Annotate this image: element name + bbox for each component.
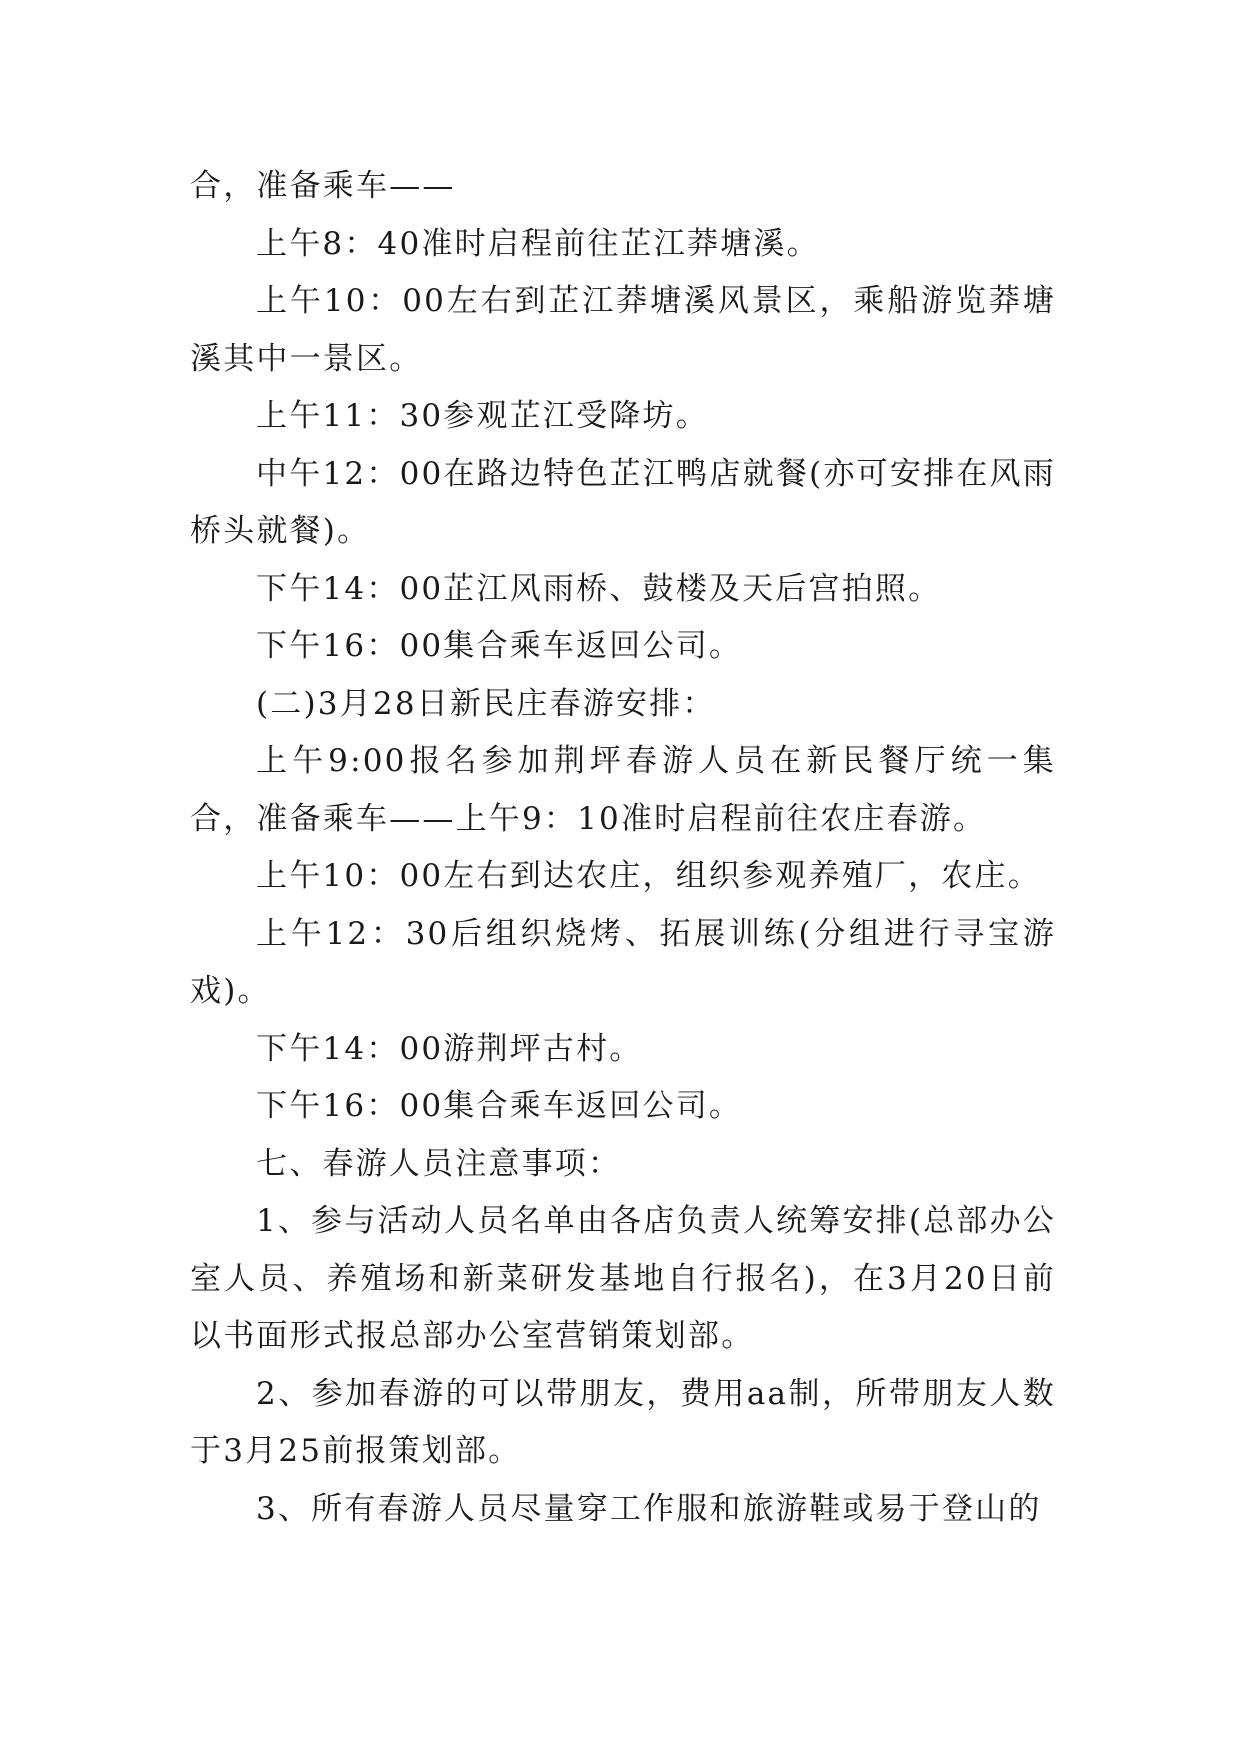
paragraph-12: 下午14：00游荆坪古村。 (256, 1030, 643, 1067)
paragraph-5: 中午12：00在路边特色芷江鸭店就餐(亦可安排在风雨桥头就餐)。 (190, 455, 1056, 549)
paragraph-11: 上午12：30后组织烧烤、拓展训练(分组进行寻宝游戏)。 (190, 915, 1056, 1009)
paragraph-7: 下午16：00集合乘车返回公司。 (256, 628, 743, 664)
paragraph-15: 1、参与活动人员名单由各店负责人统筹安排(总部办公室人员、养殖场和新菜研发基地自行报名)，在3月20日前以书面形式报总部办公室营销策划部。 (190, 1203, 1056, 1354)
paragraph-1: 合，准备乘车—— (190, 168, 456, 204)
paragraph-10: 上午10：00左右到达农庄，组织参观养殖厂，农庄。 (256, 858, 1041, 894)
paragraph-8: (二)3月28日新民庄春游安排： (256, 685, 716, 722)
paragraph-16: 2、参加春游的可以带朋友，费用aa制，所带朋友人数于3月25前报策划部。 (190, 1375, 1056, 1469)
paragraph-4: 上午11：30参观芷江受降坊。 (256, 398, 709, 434)
paragraph-13: 下午16：00集合乘车返回公司。 (256, 1088, 743, 1124)
paragraph-17: 3、所有春游人员尽量穿工作服和旅游鞋或易于登山的 (256, 1490, 1042, 1527)
paragraph-2: 上午8：40准时启程前往芷江莽塘溪。 (256, 225, 820, 262)
paragraph-9: 上午9:00报名参加荆坪春游人员在新民餐厅统一集合，准备乘车——上午9：10准时启程前往农庄春游。 (190, 743, 1056, 837)
paragraph-3: 上午10：00左右到芷江莽塘溪风景区，乘船游览莽塘溪其中一景区。 (190, 283, 1056, 377)
document-body (190, 158, 1056, 1538)
paragraph-6: 下午14：00芷江风雨桥、鼓楼及天后宫拍照。 (256, 570, 942, 607)
paragraph-14: 七、春游人员注意事项： (256, 1145, 622, 1182)
